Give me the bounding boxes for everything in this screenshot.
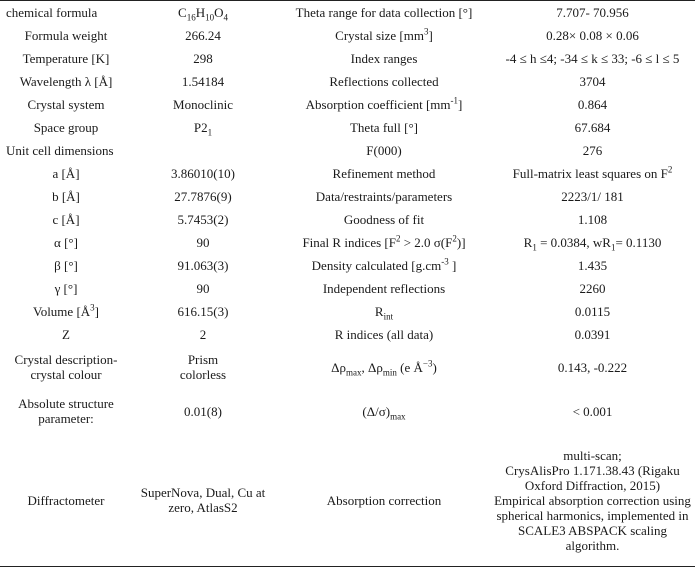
param-value: < 0.001 [572, 403, 613, 419]
param-value: $R_1 = 0.0384$, $wR_1= 0.1130$ [523, 235, 662, 253]
param-label: Independent reflections [322, 281, 446, 296]
param-value: 266.24 [185, 28, 221, 43]
param-label: Final R indices [$F^2 > 2.0$ $\sigma(F^2)$] [302, 233, 466, 250]
param-label: Absorption coefficient $[mm^{-1}]$ [305, 95, 463, 112]
table-row [0, 323, 695, 346]
param-label: R indices (all data) [334, 327, 434, 342]
param-value: $C_{16}H_{10}O_4$ [128, 1, 278, 25]
absorption-correction-type: multi-scan; [563, 447, 622, 463]
param-label: Theta range for data collection [°] [278, 1, 490, 25]
param-label: Theta full [°] [349, 120, 418, 135]
table-row [0, 1, 695, 25]
param-label: Z [62, 327, 70, 342]
param-label: β [°] [54, 258, 78, 273]
param-label: $\Delta\rho_{max}$, $\Delta\rho_{min}$ (e $Å^{-3}$) [331, 358, 437, 378]
param-label: c [Å] [52, 212, 80, 227]
param-label: Density calculated [$g.cm^{-3}$ ] [311, 256, 457, 273]
param-label: Temperature [K] [22, 51, 110, 66]
table-row [0, 231, 695, 254]
table-row [0, 388, 695, 434]
absorption-correction-software: CrysAlisPro 1.171.38.43 (Rigaku Oxford Diffraction, 2015) [505, 462, 680, 493]
param-value [128, 434, 278, 567]
table-row [0, 346, 695, 388]
table-row [0, 300, 695, 323]
param-value: 1.435 [577, 258, 608, 273]
param-label: F(000) [366, 143, 402, 158]
param-value: -4 ≤ h ≤4; -34 ≤ k ≤ 33; -6 ≤ l ≤ 5 [505, 51, 680, 66]
param-value: 3704 [579, 74, 606, 89]
param-label: b [Å] [52, 189, 80, 204]
param-value: 90 [196, 235, 210, 250]
param-label: Index ranges [350, 51, 418, 66]
param-value: 298 [193, 51, 213, 66]
table-row [0, 24, 695, 47]
diffractometer-text: SuperNova, Dual, Cu at zero, AtlasS2 [140, 485, 266, 515]
param-value: 276 [582, 143, 603, 158]
param-value: 2223/1/ 181 [561, 189, 624, 204]
param-label: Absolute structure parameter: [18, 396, 114, 426]
param-label: Refinement method [332, 166, 436, 181]
param-value: Full-matrix least squares on $F^2$ [512, 164, 673, 181]
param-value: 2 [199, 327, 207, 342]
param-label: Goodness of fit [343, 212, 425, 227]
param-value: Monoclinic [173, 97, 233, 112]
param-value: 0.864 [577, 97, 608, 112]
param-value: Prism colorless [179, 352, 227, 382]
param-value: $P2_1$ [193, 120, 213, 138]
table-row [0, 116, 695, 139]
param-value: 67.684 [574, 120, 611, 135]
param-label: Space group [33, 120, 99, 135]
param-value: 0.0391 [574, 327, 611, 342]
table-row [0, 162, 695, 185]
param-label: Formula weight [24, 28, 108, 43]
param-label: Volume $[Å^3]$ [32, 302, 100, 319]
table-row [0, 47, 695, 70]
table-row [0, 185, 695, 208]
param-value [128, 139, 278, 162]
param-label: γ [°] [54, 281, 78, 296]
param-value: 7.707- 70.956 [490, 1, 695, 25]
param-label: Crystal size $[mm^3]$ [335, 26, 433, 43]
param-value: 90 [196, 281, 210, 296]
table-row [0, 277, 695, 300]
param-label: chemical formula [0, 1, 128, 25]
table-row [0, 70, 695, 93]
param-label: $R_{int}$ [374, 304, 394, 322]
param-label: $(\Delta/\sigma)_{max}$ [362, 403, 406, 422]
absorption-correction-method: Empirical absorption correction using spherical harmonics, implemented in SCALE3 ABSPACK scaling algorithm. [494, 492, 691, 553]
param-value: 0.28× 0.08 × 0.06 [546, 28, 639, 43]
param-value: 1.54184 [181, 74, 225, 89]
param-value: 2260 [579, 281, 606, 296]
param-label: Data/restraints/parameters [315, 189, 453, 204]
param-value: 0.143, -0.222 [557, 359, 628, 375]
param-label: Absorption correction [278, 434, 490, 567]
param-label: Crystal description- crystal colour [14, 352, 118, 382]
param-value: 3.86010(10) [171, 166, 235, 181]
table-row [0, 208, 695, 231]
table-row [0, 139, 695, 162]
param-value: 1.108 [577, 212, 608, 227]
table-row [0, 434, 695, 567]
param-value: 5.7453(2) [177, 212, 229, 227]
param-value: 0.0115 [574, 304, 611, 319]
param-label: a [Å] [52, 166, 80, 181]
param-label: Unit cell dimensions [6, 143, 114, 158]
param-value: 616.15(3) [177, 304, 229, 319]
param-label: Reflections collected [329, 74, 439, 89]
param-value [490, 434, 695, 567]
param-label: Diffractometer [0, 434, 128, 567]
param-label: α [°] [54, 235, 78, 250]
param-value: 91.063(3) [177, 258, 229, 273]
param-label: Wavelength λ [Å] [19, 74, 113, 89]
table-row [0, 93, 695, 116]
table-row [0, 254, 695, 277]
param-value: 0.01(8) [184, 403, 222, 419]
param-value: 27.7876(9) [174, 189, 232, 204]
param-label: Crystal system [27, 97, 105, 112]
